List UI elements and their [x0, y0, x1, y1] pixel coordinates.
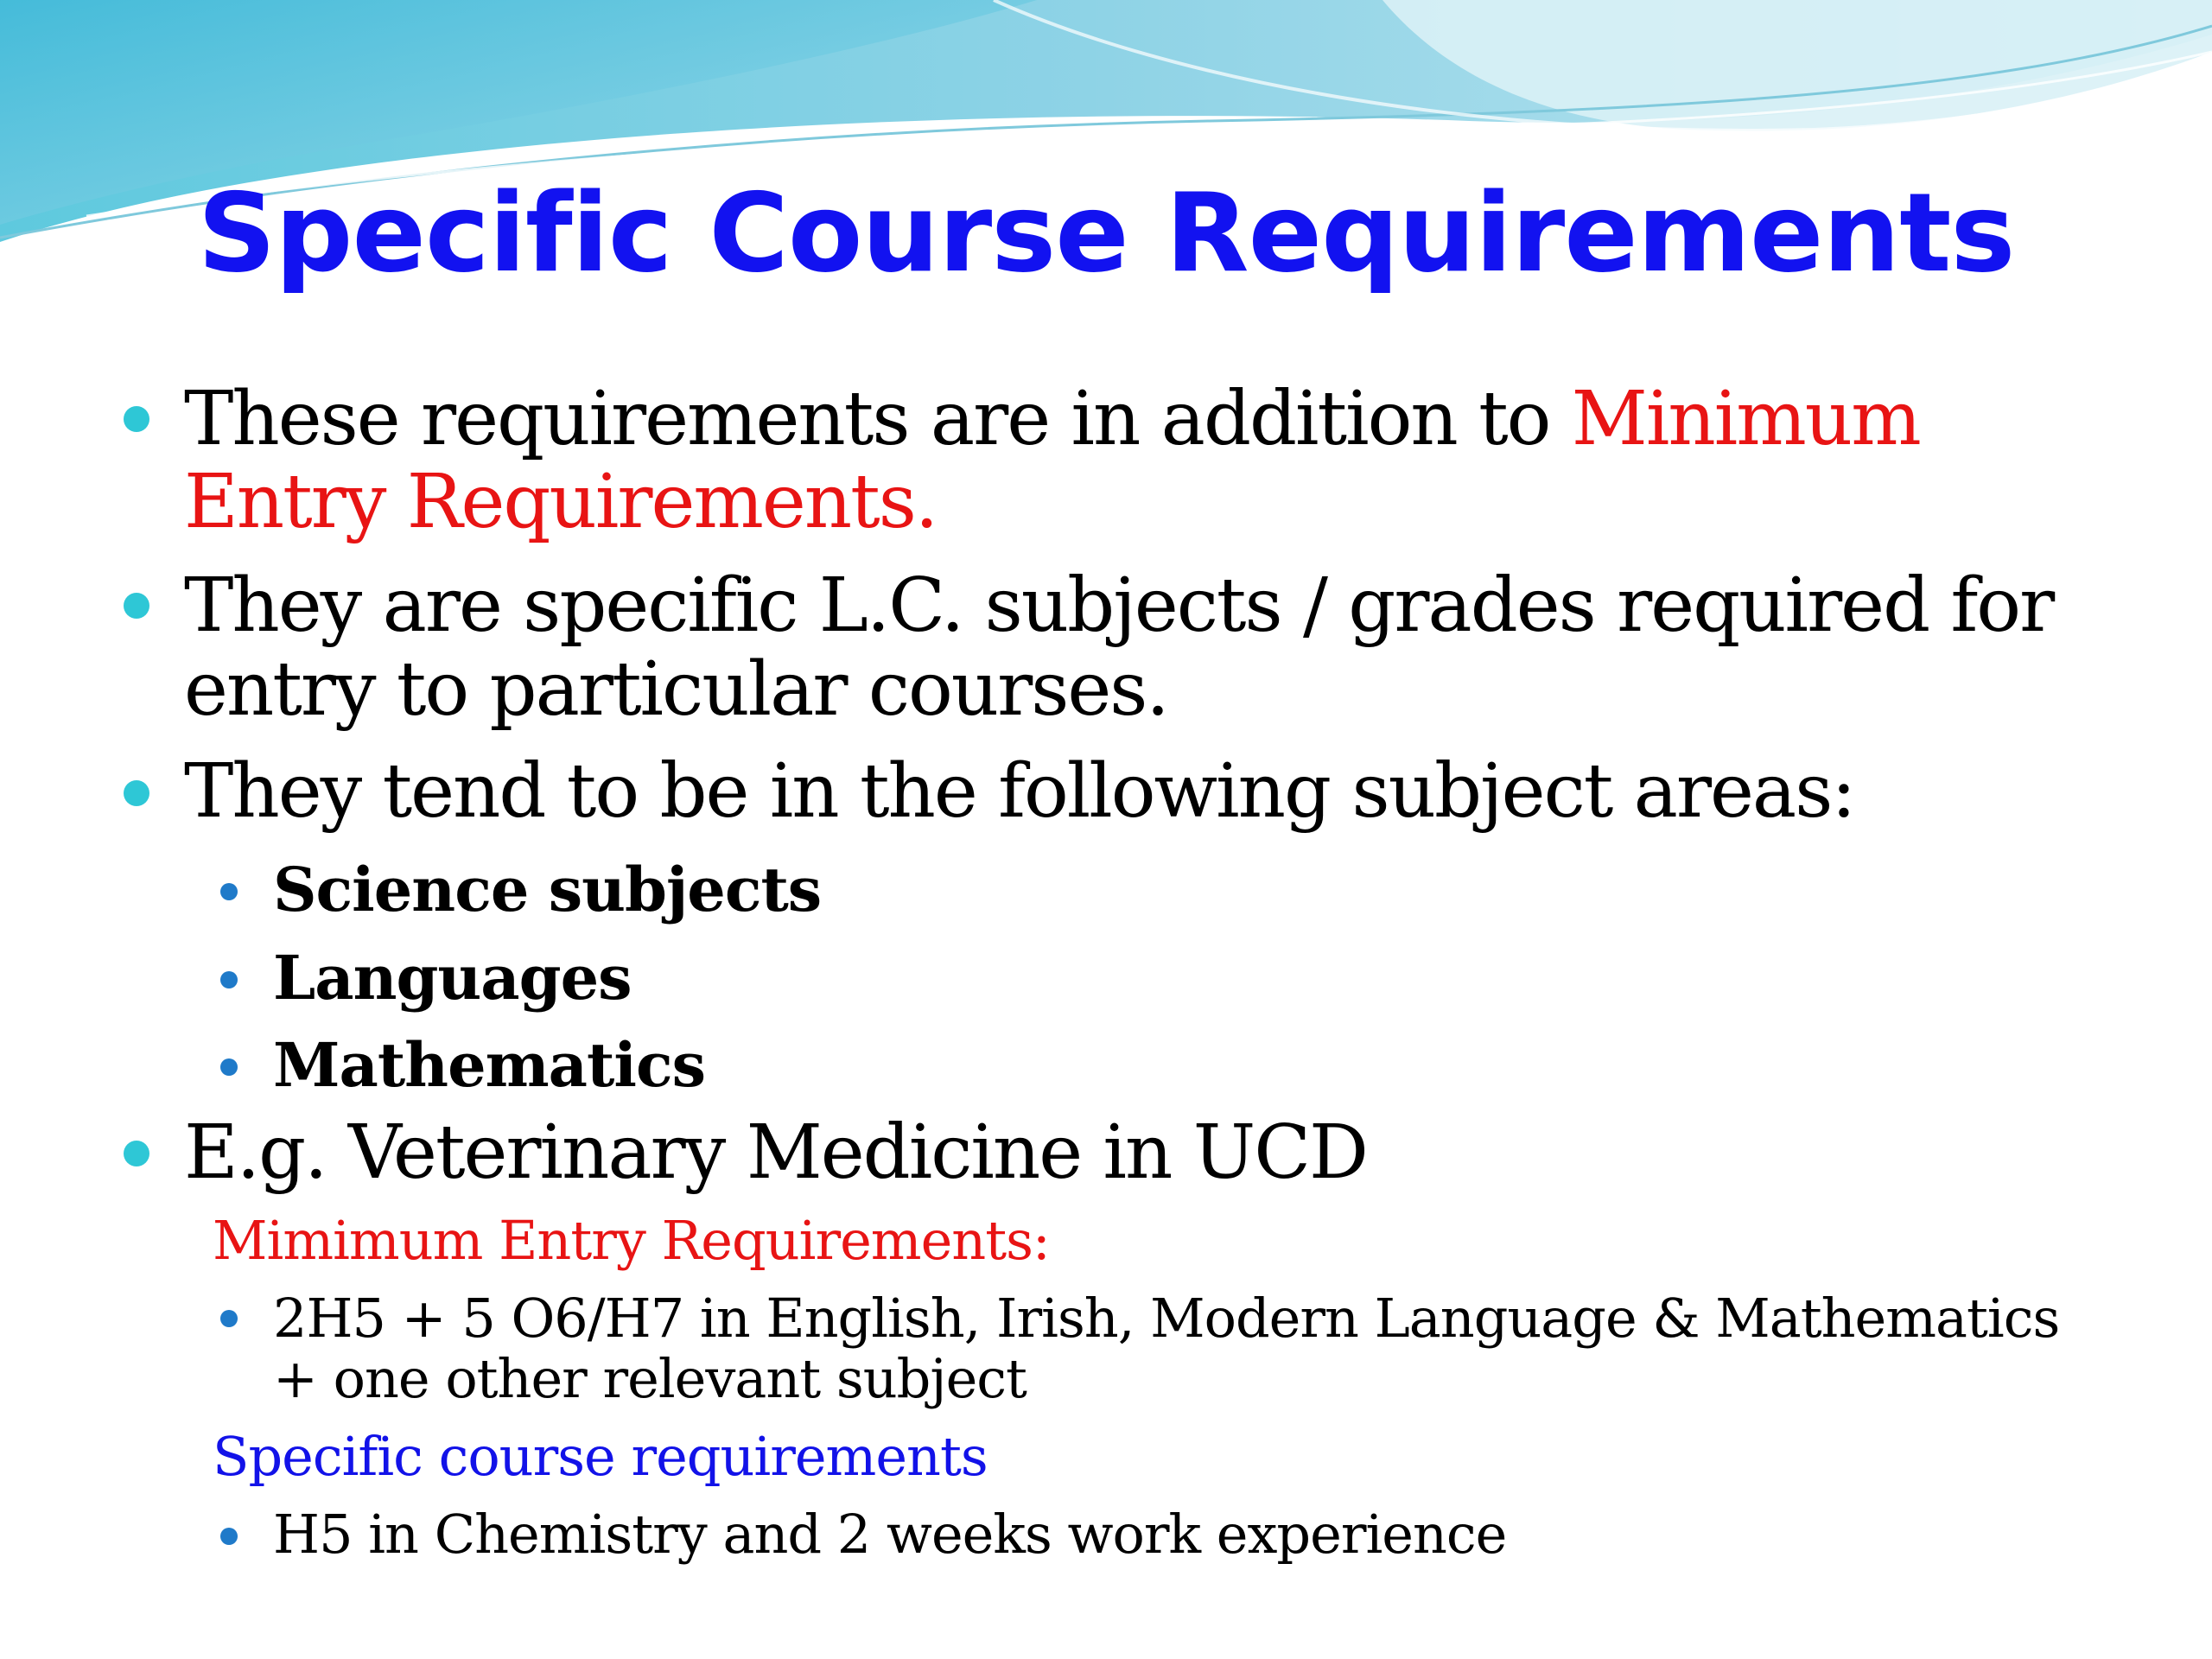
bullet-2-line-1: They are specific L.C. subjects / grades required for [184, 563, 2054, 649]
min-requirements-line-1: 2H5 + 5 O6/H7 in English, Irish, Modern Language & Mathematics [273, 1287, 2060, 1350]
bullet-1-highlight: Minimum [1571, 376, 1920, 462]
bullet-icon [124, 406, 149, 432]
bullet-1-line-1 [184, 378, 1920, 461]
sub-bullet-icon [220, 1528, 238, 1545]
specific-requirements-item: H5 in Chemistry and 2 weeks work experience [273, 1503, 1507, 1566]
bullet-icon [124, 780, 149, 806]
bullet-3-text: They tend to be in the following subject areas: [184, 748, 1855, 835]
bullet-icon [124, 1141, 149, 1166]
specific-requirements-heading: Specific course requirements [213, 1425, 988, 1488]
bullet-1-text: These requirements are in addition to [184, 376, 1572, 462]
sub-bullet-icon [220, 883, 238, 900]
sub-bullet-icon [220, 1058, 238, 1076]
min-requirements-line-2: + one other relevant subject [273, 1347, 1027, 1410]
bullet-icon [124, 593, 149, 619]
min-requirements-heading: Mimimum Entry Requirements: [213, 1209, 1050, 1272]
subject-area-item: Science subjects [273, 854, 822, 925]
bullet-4-text: E.g. Veterinary Medicine in UCD [184, 1109, 1367, 1196]
subject-area-item: Mathematics [273, 1029, 705, 1101]
page-title: Specific Course Requirements [197, 169, 2015, 296]
bullet-1-line-2: Entry Requirements. [184, 459, 938, 545]
subject-area-item: Languages [273, 942, 632, 1014]
bullet-2-line-2: entry to particular courses. [184, 646, 1168, 733]
sub-bullet-icon [220, 1310, 238, 1327]
sub-bullet-icon [220, 971, 238, 988]
